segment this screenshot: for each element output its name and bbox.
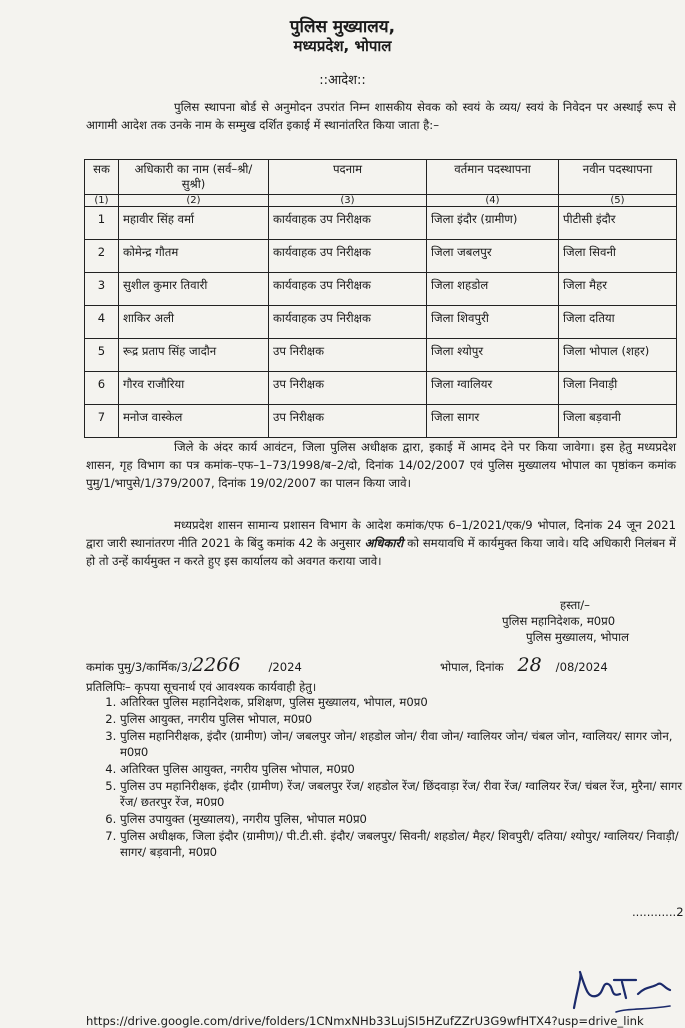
col-number: (2) [119, 195, 269, 207]
cell-serial: 4 [85, 306, 119, 339]
cell-officer-name: शाकिर अली [119, 306, 269, 339]
table-row [85, 207, 677, 240]
signature-mark: हस्ता/– [560, 598, 590, 612]
col-number: (1) [85, 195, 119, 207]
col-number: (4) [427, 195, 559, 207]
table-row [85, 240, 677, 273]
table-row [85, 273, 677, 306]
cell-current-posting: जिला ग्वालियर [427, 372, 559, 405]
cell-officer-name: गौरव राजौरिया [119, 372, 269, 405]
table-row [85, 339, 677, 372]
allocation-paragraph: जिले के अंदर कार्य आवंटन, जिला पुलिस अधीक्षक द्वारा, इकाई में आमद देने पर किया जावेगा। इस हेतु मध्यप्रदेश शासन, गृह विभाग का पत्र कमांक–एफ–1–73/1998/ब–2/दो, दिनांक 14/02/2007 एवं पुलिस मुख्यालय भोपाल का पृष्ठांकन कमांक पुमु/1/भापुसे/1/379/2007, दिनांक 19/02/2007 का पालन किया जावे। [86, 440, 676, 490]
copy-to-list [102, 694, 685, 861]
cell-serial: 6 [85, 372, 119, 405]
cell-officer-name: मनोज वास्केल [119, 405, 269, 438]
cell-officer-name: रूद्र प्रताप सिंह जादौन [119, 339, 269, 372]
handwritten-initials-icon [566, 968, 674, 1018]
cell-designation: कार्यवाहक उप निरीक्षक [269, 207, 427, 240]
page-continue-marker: ............2 [632, 905, 684, 919]
reference-date [440, 654, 608, 676]
cell-new-posting: जिला मैहर [559, 273, 677, 306]
cell-new-posting: जिला भोपाल (शहर) [559, 339, 677, 372]
relieving-paragraph [86, 516, 676, 570]
cell-officer-name: महावीर सिंह वर्मा [119, 207, 269, 240]
cell-serial: 2 [85, 240, 119, 273]
order-reference [86, 654, 676, 676]
reference-day: 28 [517, 654, 542, 676]
cell-current-posting: जिला शहडोल [427, 273, 559, 306]
relieving-text-b: को समयावधि में कार्यमुक्त किया जावे। यदि अधिकारी निलंबन में हो तो उन्हें कार्यमुक्त न करते हुए इस कार्यालय को अवगत कराया जावे। [86, 536, 676, 568]
col-header-current-posting: वर्तमान पदस्थापना [427, 160, 559, 195]
office-title: पुलिस मुख्यालय, [289, 17, 396, 37]
list-item: 5. पुलिस उप महानिरीक्षक, इंदौर (ग्रामीण) रेंज/ जबलपुर रेंज/ शहडोल रेंज/ छिंदवाड़ा रेंज/ रीवा रेंज/ ग्वालियर रेंज/ चंबल रेंज, मुरैना/ सागर रेंज/ छतरपुर रेंज, म0प्र0 [120, 778, 685, 810]
cell-designation: उप निरीक्षक [269, 372, 427, 405]
transfer-table-body [85, 207, 677, 438]
reference-prefix: कमांक पुमु/3/कार्मिक/3/ [86, 660, 193, 674]
list-item: 4. अतिरिक्त पुलिस आयुक्त, नगरीय पुलिस भोपाल, म0प्र0 [120, 761, 685, 777]
office-location: मध्यप्रदेश, भोपाल [293, 37, 392, 55]
cell-serial: 3 [85, 273, 119, 306]
list-item: 7. पुलिस अधीक्षक, जिला इंदौर (ग्रामीण)/ पी.टी.सी. इंदौर/ जबलपुर/ सिवनी/ शहडोल/ मैहर/ शिवपुरी/ दतिया/ श्योपुर/ ग्वालियर/ निवाड़ी/ सागर/ बड़वानी, म0प्र0 [120, 828, 685, 860]
relieving-text-bold: अधिकारी [364, 536, 404, 550]
copy-to-label: प्रतिलिपिः– कृपया सूचनार्थ एवं आवश्यक कार्यवाही हेतु। [86, 680, 317, 694]
relieving-text-a: मध्यप्रदेश शासन सामान्य प्रशासन विभाग के आदेश कमांक/एफ 6–1/2021/एक/9 भोपाल, दिनांक 24 जून 2021 द्वारा जारी स्थानांतरण नीति 2021 के बिंदु कमांक 42 के अनुसार [86, 518, 676, 550]
reference-year: /2024 [268, 660, 302, 674]
transfer-table [84, 159, 677, 438]
list-item: 6. पुलिस उपायुक्त (मुख्यालय), नगरीय पुलिस, भोपाल म0प्र0 [120, 811, 685, 827]
cell-designation: कार्यवाहक उप निरीक्षक [269, 273, 427, 306]
col-number: (5) [559, 195, 677, 207]
cell-new-posting: पीटीसी इंदौर [559, 207, 677, 240]
list-item: 2. पुलिस आयुक्त, नगरीय पुलिस भोपाल, म0प्र0 [120, 711, 685, 727]
cell-current-posting: जिला इंदौर (ग्रामीण) [427, 207, 559, 240]
cell-new-posting: जिला बड़वानी [559, 405, 677, 438]
signatory-designation: पुलिस महानिदेशक, म0प्र0 [502, 614, 616, 628]
cell-current-posting: जिला श्योपुर [427, 339, 559, 372]
reference-month-year: /08/2024 [555, 660, 608, 674]
cell-new-posting: जिला सिवनी [559, 240, 677, 273]
col-number: (3) [269, 195, 427, 207]
cell-new-posting: जिला दतिया [559, 306, 677, 339]
intro-paragraph: पुलिस स्थापना बोर्ड से अनुमोदन उपरांत निम्न शासकीय सेवक को स्वयं के व्यय/ स्वयं के निवेदन पर अस्थाई रूप से आगामी आदेश तक उनके नाम के सम्मुख दर्शित इकाई में स्थानांतरित किया जाता है:– [86, 100, 676, 132]
cell-serial: 1 [85, 207, 119, 240]
col-header-name: अधिकारी का नाम (सर्व–श्री/सुश्री) [119, 160, 269, 195]
order-title: ::आदेश:: [319, 73, 366, 88]
table-row [85, 405, 677, 438]
table-row [85, 372, 677, 405]
cell-officer-name: कोमेन्द्र गौतम [119, 240, 269, 273]
cell-serial: 5 [85, 339, 119, 372]
cell-designation: कार्यवाहक उप निरीक्षक [269, 306, 427, 339]
cell-designation: उप निरीक्षक [269, 339, 427, 372]
reference-number: 2266 [192, 654, 241, 676]
cell-serial: 7 [85, 405, 119, 438]
col-header-new-posting: नवीन पदस्थापना [559, 160, 677, 195]
cell-designation: कार्यवाहक उप निरीक्षक [269, 240, 427, 273]
cell-new-posting: जिला निवाड़ी [559, 372, 677, 405]
source-url[interactable]: https://drive.google.com/drive/folders/1CNmxNHb33LujSI5HZufZZrU3G9wfHTX4?usp=drive_link [86, 1014, 644, 1028]
list-item: 3. पुलिस महानिरीक्षक, इंदौर (ग्रामीण) जोन/ जबलपुर जोन/ शहडोल जोन/ रीवा जोन/ ग्वालियर जोन/ चंबल जोन, ग्वालियर/ सागर जोन, म0प्र0 [120, 728, 685, 760]
list-item: 1. अतिरिक्त पुलिस महानिदेशक, प्रशिक्षण, पुलिस मुख्यालय, भोपाल, म0प्र0 [120, 694, 685, 710]
cell-designation: उप निरीक्षक [269, 405, 427, 438]
place-date-label: भोपाल, दिनांक [440, 660, 504, 674]
table-row [85, 306, 677, 339]
cell-officer-name: सुशील कुमार तिवारी [119, 273, 269, 306]
col-header-serial: सक [85, 160, 119, 195]
cell-current-posting: जिला शिवपुरी [427, 306, 559, 339]
cell-current-posting: जिला सागर [427, 405, 559, 438]
col-header-designation: पदनाम [269, 160, 427, 195]
signatory-office: पुलिस मुख्यालय, भोपाल [526, 630, 629, 644]
cell-current-posting: जिला जबलपुर [427, 240, 559, 273]
